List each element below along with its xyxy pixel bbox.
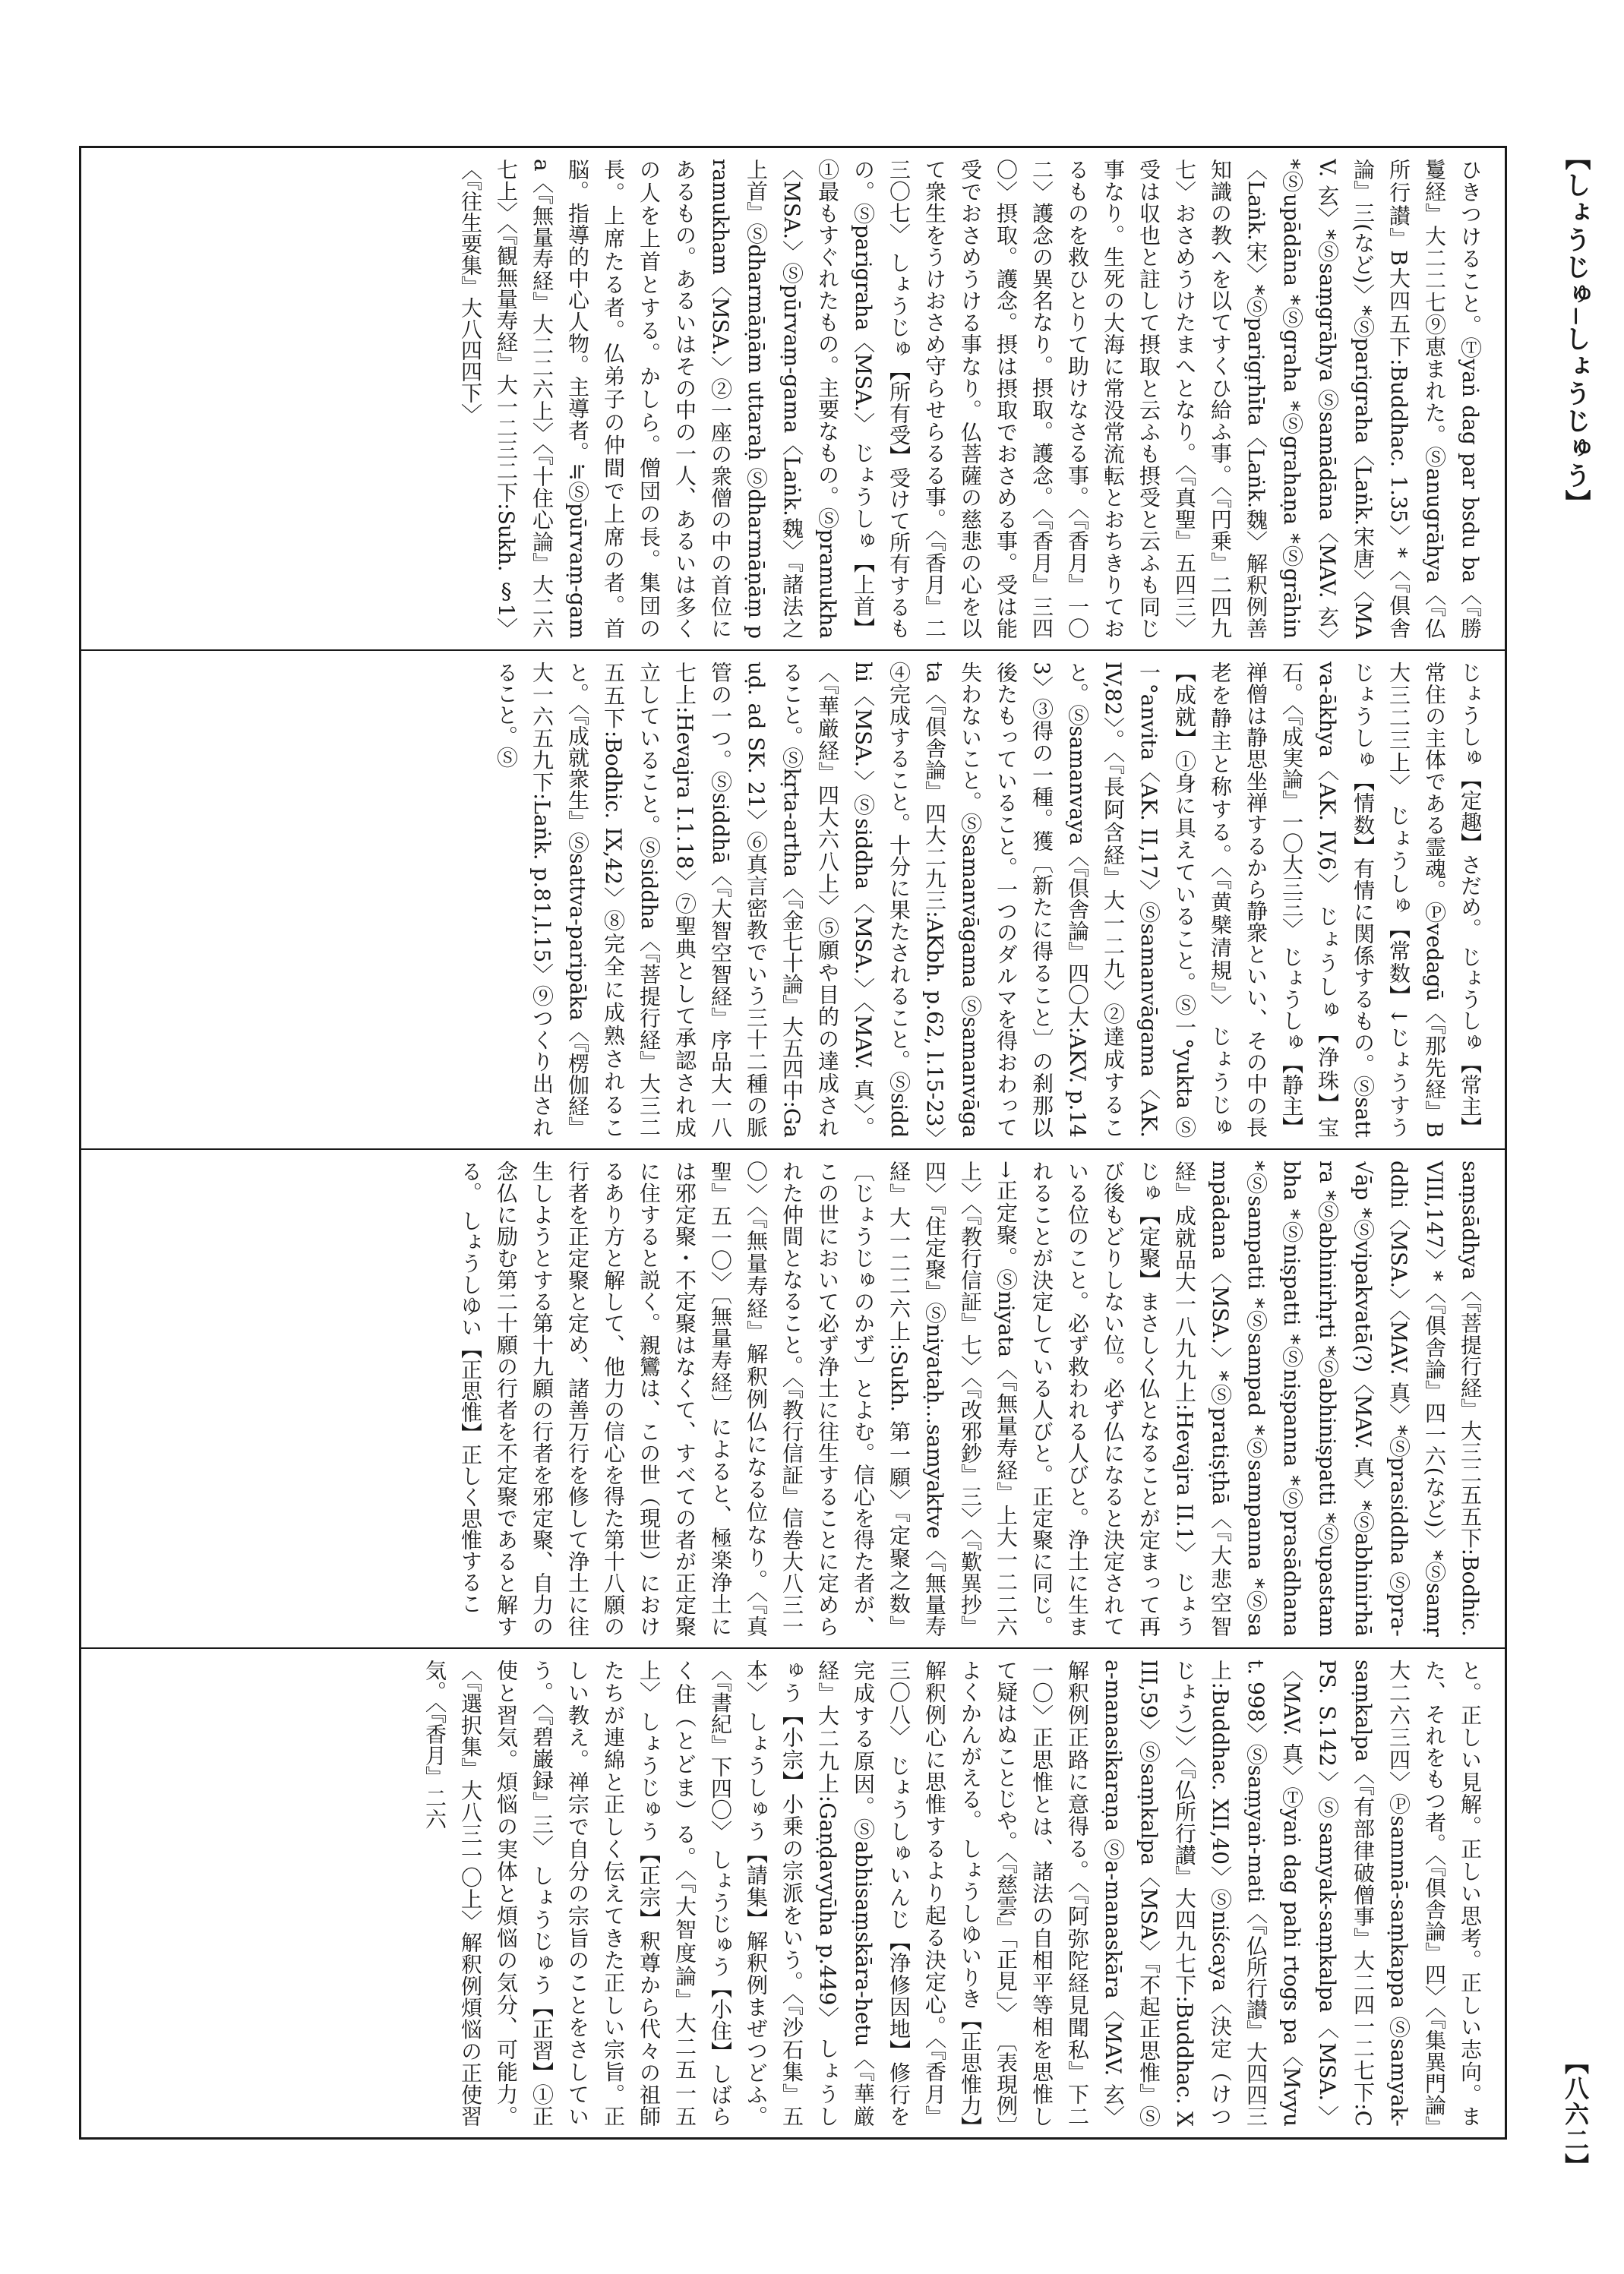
- dictionary-entry: しょうじゅう【正宗】釈尊から代々の祖師たちが連綿と正しく伝えてきた正しい宗旨。正しい教え。禅宗で自分の宗旨のことをさしていう。〈『碧巌録』三〉: [529, 1660, 662, 2127]
- dictionary-entry: しょうじゅ【所有受】受けて所有するもの。Ⓢparigraha〈MSA.〉: [851, 159, 912, 639]
- dictionary-entry: じょうしゅ【常主】常住の主体である霊魂。Ⓟvedagū〈『那先経』B大三二三上〉: [1386, 662, 1483, 1138]
- column-band-4: [81, 1647, 1505, 2137]
- dictionary-entry: しょうしゆいりき【正思惟力】解釈例心に思惟するより起る決定心。〈『香月』三〇八〉: [886, 1660, 983, 2127]
- dictionary-entry: じょうしゅ【情数】有情に関係するもの。Ⓢsattva-ākhya〈AK. IV,6〉: [1315, 662, 1376, 1138]
- dictionary-entry: しょうしゅう【請集】解釈例まぜつどふ。〈『書紀』下四〇〉: [708, 1660, 769, 2127]
- dictionary-entry: saṃsādhya〈『菩提行経』大三二五五下:Bodhic. VIII,147〉*〈『倶舎論』四一六(など)〉*Ⓢsamṛddhi〈MSA.〉〈MAV. 真〉*Ⓢprasiddha Ⓢpra-√āp *Ⓢvipakvatā(?)〈MAV. 真〉*Ⓢabhinirhāra *Ⓢabhinirhṛti *Ⓢabhiniṣpatti *Ⓢupastambha *Ⓢniṣpatti *Ⓢniṣpanna *Ⓢprasādhana *Ⓢsampatti *Ⓢsampad *Ⓢsampanna *Ⓢsampādana〈MSA.〉*Ⓢpratiṣṭhā〈『大悲空智経』成就品大一八九九上:Hevajra II.1〉: [1172, 1161, 1483, 1637]
- running-head: 【しょうじゅ─しょうじゅう】: [1560, 144, 1591, 517]
- dictionary-entry: じょうじゅ【定聚】まさしく仏となることが定まって再び後もどりしない位。必ず仏になると決定されている位のこと。必ず救われる人びと。浄土に生まれることが決定している人びと。正定聚に同じ。→正定聚。Ⓢniyata〈『無量寿経』上大一二二六上〉〈『教行信証』七〉〈『改邪鈔』三〉〈『歎異抄』四〉『住定聚』Ⓢniyataḥ...samyaktve〈『無量寿経』大一二二六上:Sukh. 第一願〉『定聚之数』〔じょうじゅのかず〕とよむ。信心を得た者が、この世において必ず浄土に往生することに定められた仲間となること。〈『教行信証』信巻大八三一〇〉〈『無量寿経』解釈例仏になる位なり。〈『真聖』五一〇〉〔無量寿経〕によると、極楽浄土には邪定聚・不定聚はなくて、すべての者が正定聚に住すると説く。親鸞は、この世（現世）におけるあり方と解して、他力の信心を得た第十八願の行者を正定聚と定め、諸善万行を修して浄土に往生しようとする第十九願の行者を邪定聚、自力の念仏に励む第二十願の行者を不定聚であると解する。: [458, 1161, 1197, 1637]
- dictionary-entry: じょうしゅ【浄珠】宝石。〈『成実論』一〇大三三〉: [1279, 662, 1340, 1138]
- dictionary-entry: じょうしゅいんじ【浄修因地】修行を完成する原因。Ⓢabhisaṃskāra-hetu〈『華厳経』大二九上:Gaṇḍavyūha p.449〉: [815, 1660, 912, 2127]
- dictionary-entry: しょうじゅう【正習】①正使と習気。煩悩の実体と煩悩の気分、可能力。〈『選択集』大八三一〇上〉解釈例煩悩の正使習気。〈『香月』二六: [422, 1660, 554, 2127]
- dictionary-entry: じょうじゅ【成就】①身に具えていること。Ⓢ一°yukta Ⓢ一°anvita〈AK. II,17〉Ⓢsamanvāgama〈AK. IV,82〉。〈『長阿含経』大一二九〉②達成すること。Ⓢsamanvaya〈『倶舎論』四〇大:AKV. p.143〉③得の一種。獲〔新たに得ること〕の刹那以後たもっていること。一つのダルマを得おわって失わないこと。Ⓢsamanvāgama Ⓢsamanvāgata〈『倶舎論』四大二九三:AKbh. p.62, l.15-23〉④完成すること。十分に果たされること。Ⓢsiddhi〈MSA.〉Ⓢsiddha〈MSA.〉〈MAV. 真〉。〈『華厳経』四大六八上〉⑤願や目的の達成されること。Ⓢkṛta-artha〈『金七十論』大五四中:Gauḍ. ad SK. 21〉⑥真言密教でいう三十二種の脈管の一つ。Ⓢsiddhā〈『大智空智経』序品大一八七上:Hevajra I.1.18〉⑦聖典として承認され成立していること。Ⓢsiddha〈『菩提行経』大三二五五下:Bodhic. IX,42〉⑧完全に成熟されること。〈『成就衆生』Ⓢsattva-paripāka〈『楞伽経』大一六五九下:Laṅk. p.81,l.15〉⑨つくり出されること。Ⓢ: [494, 662, 1233, 1138]
- band-2-text: [98, 662, 1488, 1138]
- dictionary-entry: 〔表現例〕よくかんがえる。: [958, 1660, 1019, 2127]
- dictionary-entry: じょうしゅ【定趣】さだめ。: [1458, 662, 1483, 940]
- dictionary-entry: ひきつけること。Ⓣyaṅ dag par bsdu ba〈『勝鬘経』大二二七⑨恵まれた。Ⓢanugrāhya〈『仏所行讃』B大四五下:Buddhac. 1.35〉*〈『倶舎論』三(など)〉*Ⓢparigraha〈Laṅk.宋唐〉〈MAV. 玄〉*Ⓢsaṃgrāhya Ⓢsamādāna〈MAV. 玄〉*Ⓢupādāna *Ⓢgraha *Ⓢgrahaṇa *Ⓢgrāhin〈Laṅk.宋〉*Ⓢparigṛhīta〈Laṅk.魏〉解釈例善知識の教へを以てすくひ給ふ事。〈『円乗』二四九七〉おさめうけたまへとなり。〈『真聖』五四三〉受は収也と註して摂取と云ふも摂受と云ふも同じ事なり。生死の大海に常没常流転とおちきりておるものを救ひとりて助けなさる事。〈『香月』一〇二〉護念の異名なり。摂取。護念。〈『香月』三四〇〉摂取。護念。摂は摂取でおさめる事。受は能受でおさめうける事なり。仏菩薩の慈悲の心を以て衆生をうけおさめ守らせらるる事。〈『香月』二三〇七〉: [886, 159, 1483, 639]
- dictionary-entry: しょうしゅう【小宗】小乗の宗派をいう。〈『沙石集』五本〉: [744, 1660, 840, 2127]
- column-band-3: [81, 1148, 1505, 1647]
- dictionary-frame: [79, 146, 1507, 2140]
- dictionary-entry: じょうしゅ【常数】↓じょうすう: [1386, 804, 1411, 1138]
- band-4-text: [98, 1660, 1488, 2127]
- dictionary-entry: しょうじゅう【小住】しばらく住（とどま）る。〈『大智度論』大二五一五上〉: [637, 1660, 733, 2127]
- dictionary-entry: じょうしゅ【上首】①最もすぐれたもの。主要なもの。Ⓢpramukha〈MSA.〉Ⓢpūrvaṃ-gama〈Laṅk.魏〉『諸法之上首』Ⓢdharmāṇām uttaraḥ Ⓢdharmāṇāṃ pramukham〈MSA.〉②一座の衆僧の中の首位にあるもの。あるいはその中の一人、あるいは多くの人を上首とする。かしら。僧団の長。集団の長。上席たる者。仏弟子の仲間で上席の者。首脳。指導的中心人物。主導者。≒Ⓢpūrvaṃ-gama〈『無量寿経』大二二六上〉〈『十住心論』大二六七上〉〈『観無量寿経』大一二三二下:Sukh. §1〉〈『往生要集』大八四四下〉: [458, 159, 876, 639]
- band-3-text: [98, 1161, 1488, 1637]
- page-number: 【八六二】: [1561, 2050, 1590, 2179]
- band-1-text: [98, 159, 1488, 639]
- column-band-2: [81, 649, 1505, 1148]
- column-band-1: [81, 148, 1505, 649]
- dictionary-entry: と。正しい見解。正しい思考。正しい志向。また、それをもつ者。〈『倶舎論』四〉〈『集異門論』大二六三四〉Ⓟsammā-saṃkappa Ⓢsamyak-saṃkalpa〈『有部律破僧事』大二四一二七下:CPS. S.142〉Ⓢsamyak-saṃkalpa〈MSA.〉〈MAV. 真〉Ⓣyaṅ dag pahi rtogs pa〈Mvyut. 998〉Ⓢsaṃyaṅ-mati〈『仏所行讃』大四四三上:Buddhac. XII,40〉Ⓢniścaya〈決定（けつじょう）〉〈『仏所行讃』大四九七下:Buddhac. XIII,59〉Ⓢsaṃkalpa〈MSA〉『不起正思惟』Ⓢa-manasikaraṇa Ⓢa-manaskāra〈MAV. 玄〉解釈例正路に意得る。〈『阿弥陀経見聞私』下二一〇〉正思惟とは、諸法の自相平等相を思惟して疑はぬことじや。〈『慈雲』「正見」〉: [994, 1660, 1483, 2127]
- dictionary-entry: しょうしゆい【正思惟】正しく思惟するこ: [458, 1209, 483, 1614]
- dictionary-entry: じょうしゅ【静主】禅僧は静思坐禅するから静衆といい、その中の長老を静主と称する。〈『黄檗清規』〉: [1208, 662, 1304, 1138]
